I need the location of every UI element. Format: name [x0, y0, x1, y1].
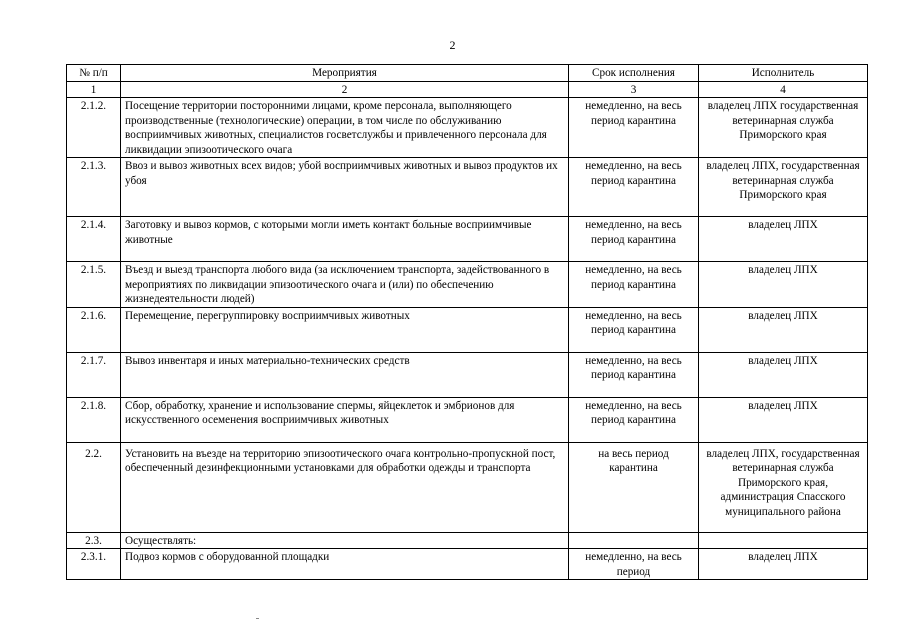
column-index-row	[67, 81, 868, 98]
table-row	[67, 262, 868, 308]
index-cell: 2	[121, 81, 569, 98]
item-term: немедленно, на весь период	[569, 549, 699, 580]
item-term: немедленно, на весь период карантина	[569, 98, 699, 158]
item-number: 2.1.7.	[67, 352, 121, 397]
table-row	[67, 442, 868, 532]
table-row	[67, 352, 868, 397]
index-cell: 1	[67, 81, 121, 98]
table-row	[67, 532, 868, 549]
item-number: 2.1.3.	[67, 158, 121, 217]
header-executor: Исполнитель	[699, 65, 868, 82]
item-number: 2.1.2.	[67, 98, 121, 158]
table-row	[67, 307, 868, 352]
item-action: Ввоз и вывоз животных всех видов; убой восприимчивых животных и вывоз продуктов их убоя	[121, 158, 569, 217]
header-term: Срок исполнения	[569, 65, 699, 82]
item-executor: владелец ЛПХ	[699, 262, 868, 308]
item-action: Посещение территории посторонними лицами, кроме персонала, выполняющего производственные (технологические) операции, в том числе по обслуживанию восприимчивых животных, специалистов госветслужбы и привлеченного персонала для ликвидации эпизоотического очага	[121, 98, 569, 158]
item-term: немедленно, на весь период карантина	[569, 158, 699, 217]
measures-table	[66, 64, 868, 580]
item-term	[569, 532, 699, 549]
index-cell: 3	[569, 81, 699, 98]
item-executor: владелец ЛПХ	[699, 549, 868, 580]
item-executor: владелец ЛПХ	[699, 352, 868, 397]
item-action: Подвоз кормов с оборудованной площадки	[121, 549, 569, 580]
scan-speck	[256, 618, 259, 619]
item-term: немедленно, на весь период карантина	[569, 397, 699, 442]
item-action: Вывоз инвентаря и иных материально-технических средств	[121, 352, 569, 397]
item-number: 2.2.	[67, 442, 121, 532]
item-number: 2.1.4.	[67, 217, 121, 262]
item-action: Заготовку и вывоз кормов, с которыми могли иметь контакт больные восприимчивые животные	[121, 217, 569, 262]
item-term: немедленно, на весь период карантина	[569, 307, 699, 352]
header-number: № п/п	[67, 65, 121, 82]
header-action: Мероприятия	[121, 65, 569, 82]
item-number: 2.1.6.	[67, 307, 121, 352]
item-term: немедленно, на весь период карантина	[569, 262, 699, 308]
item-number: 2.3.	[67, 532, 121, 549]
table-row	[67, 549, 868, 580]
item-number: 2.1.5.	[67, 262, 121, 308]
item-action: Въезд и выезд транспорта любого вида (за исключением транспорта, задействованного в мероприятиях по ликвидации эпизоотического очага и (или) по обеспечению жизнедеятельности людей)	[121, 262, 569, 308]
item-action: Сбор, обработку, хранение и использование спермы, яйцеклеток и эмбрионов для искусственного осеменения восприимчивых животных	[121, 397, 569, 442]
table-row	[67, 397, 868, 442]
table-row	[67, 217, 868, 262]
index-cell: 4	[699, 81, 868, 98]
table-row	[67, 98, 868, 158]
item-executor: владелец ЛПХ, государственная ветеринарная служба Приморского края	[699, 158, 868, 217]
item-executor: владелец ЛПХ государственная ветеринарная служба Приморского края	[699, 98, 868, 158]
item-number: 2.3.1.	[67, 549, 121, 580]
table-row	[67, 158, 868, 217]
item-executor	[699, 532, 868, 549]
item-action: Установить на въезде на территорию эпизоотического очага контрольно-пропускной пост, обеспеченный дезинфекционными установками для обработки одежды и транспорта	[121, 442, 569, 532]
item-term: немедленно, на весь период карантина	[569, 217, 699, 262]
item-term: на весь период карантина	[569, 442, 699, 532]
item-executor: владелец ЛПХ, государственная ветеринарная служба Приморского края, администрация Спасского муниципального района	[699, 442, 868, 532]
item-executor: владелец ЛПХ	[699, 217, 868, 262]
item-action: Перемещение, перегруппировку восприимчивых животных	[121, 307, 569, 352]
item-executor: владелец ЛПХ	[699, 307, 868, 352]
item-executor: владелец ЛПХ	[699, 397, 868, 442]
item-action: Осуществлять:	[121, 532, 569, 549]
header-row	[67, 65, 868, 82]
item-number: 2.1.8.	[67, 397, 121, 442]
item-term: немедленно, на весь период карантина	[569, 352, 699, 397]
page-number: 2	[449, 38, 456, 52]
